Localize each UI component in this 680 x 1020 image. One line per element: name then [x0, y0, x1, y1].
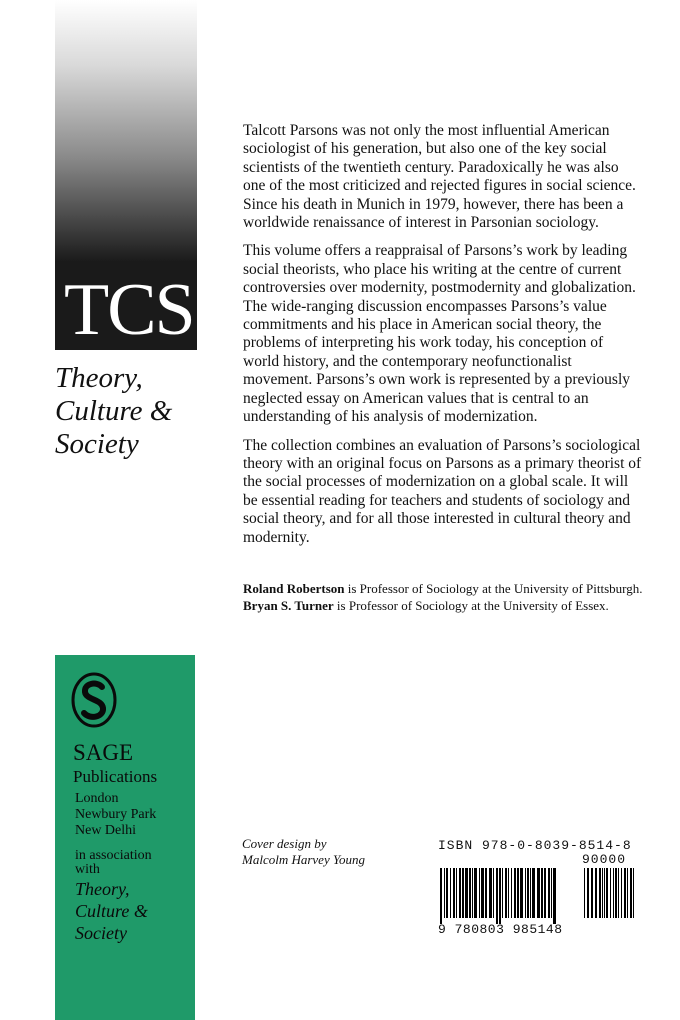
barcode-bar — [604, 868, 605, 918]
barcode-bar — [520, 868, 523, 918]
publisher-place: London — [75, 791, 119, 806]
barcode-bar — [446, 868, 448, 918]
gradient-bar — [55, 0, 197, 262]
author-name: Bryan S. Turner — [243, 598, 334, 613]
series-title-line: Society — [55, 428, 139, 460]
barcode-bar — [485, 868, 487, 918]
barcode-bar — [525, 868, 526, 918]
sage-logo-icon — [71, 672, 117, 728]
series-title — [55, 362, 215, 461]
barcode-bar — [610, 868, 611, 918]
barcode-bar — [532, 868, 535, 918]
isbn-label: ISBN 978-0-8039-8514-8 — [438, 838, 632, 853]
barcode-bar — [627, 868, 628, 918]
barcode-bar — [527, 868, 529, 918]
author-role: is Professor of Sociology at the University of Pittsburgh. — [344, 581, 643, 596]
blurb-paragraph: This volume offers a reappraisal of Parsons’s work by leading social theorists, who place his writing at the centre of current controversies over modernity, postmodernity and globalization. The wide-ranging discussion encompasses Parsons’s value commitments and his place in American social theory, the problems of interpreting his work today, his conception of world history, and the contemporary neofunctionalist movement. Parsons’s own work is represented by a previously neglected essay on American values that is central to an understanding of his analysis of modernization. — [243, 242, 636, 426]
barcode-bar — [474, 868, 477, 918]
barcode-bar — [496, 868, 498, 924]
barcode-bar — [621, 868, 622, 918]
barcode-bar — [440, 868, 442, 924]
barcode-bar — [469, 868, 471, 918]
barcode-bar — [606, 868, 608, 918]
barcode-bar — [615, 868, 617, 918]
barcode-bar — [459, 868, 461, 918]
series-logo-block — [55, 262, 197, 350]
publisher-place: Newbury Park — [75, 807, 157, 822]
barcode-bar — [472, 868, 473, 918]
barcode-bar — [502, 868, 503, 918]
publisher-name: SAGE — [73, 740, 134, 765]
author-bios — [243, 580, 643, 614]
isbn-barcode — [438, 838, 638, 938]
ean-digits: 9 780803 985148 — [438, 922, 563, 937]
credit-line: Cover design by — [242, 836, 327, 851]
barcode-bar — [499, 868, 501, 924]
association-text — [75, 849, 152, 877]
barcode-bar — [530, 868, 531, 918]
series-title-line: Culture & — [55, 395, 173, 427]
barcode-bar — [618, 868, 619, 918]
barcode-bar — [595, 868, 597, 918]
barcode-bar — [508, 868, 509, 918]
barcode-bar — [587, 868, 589, 918]
barcode-bar — [591, 868, 593, 918]
association-series-line: Culture & — [75, 901, 148, 921]
barcode-bar — [453, 868, 455, 918]
cover-design-credit — [242, 836, 365, 868]
barcode-bar — [479, 868, 480, 918]
publisher-panel — [55, 655, 195, 1020]
association-line: in association — [75, 848, 152, 863]
publisher-place: New Delhi — [75, 823, 137, 838]
association-line: with — [75, 862, 100, 877]
barcode-bar — [505, 868, 507, 918]
barcode-bar — [514, 868, 516, 918]
barcode-bar — [537, 868, 540, 918]
association-series-line: Society — [75, 923, 127, 943]
association-series — [75, 878, 148, 944]
author-name: Roland Robertson — [243, 581, 345, 596]
barcode-bar — [481, 868, 484, 918]
barcode-bar — [548, 868, 550, 918]
barcode-bars — [438, 868, 638, 924]
barcode-bar — [444, 868, 445, 918]
barcode-bar — [584, 868, 585, 918]
barcode-bar — [602, 868, 603, 918]
series-title-line: Theory, — [55, 362, 143, 394]
barcode-bar — [630, 868, 632, 918]
blurb-paragraph: The collection combines an evaluation of Parsons’s sociological theory with an original focus on Parsons as a primary theorist of the social processes of modernization on a global scale. It will be essential reading for teachers and students of sociology and social theory, and for all those interested in cultural theory and modernity. — [243, 436, 642, 546]
barcode-bar — [456, 868, 457, 918]
association-series-line: Theory, — [75, 879, 130, 899]
barcode-bar — [613, 868, 614, 918]
series-abbr: TCS — [64, 269, 194, 351]
barcode-bar — [624, 868, 626, 918]
back-cover-blurb — [243, 122, 643, 557]
barcode-bar — [633, 868, 634, 918]
barcode-bar — [493, 868, 494, 918]
barcode-bar — [551, 868, 552, 918]
barcode-bar — [599, 868, 601, 918]
barcode-bar — [462, 868, 464, 918]
barcode-bar — [511, 868, 512, 918]
barcode-bar — [517, 868, 519, 918]
credit-line: Malcolm Harvey Young — [242, 852, 366, 867]
barcode-bar — [553, 868, 556, 924]
price-addon: 90000 — [582, 852, 627, 867]
blurb-paragraph: Talcott Parsons was not only the most influential American sociologist of his generation, but also one of the key social scientists of the twentieth century. Paradoxically he was also one of the most criticized and rejected figures in social science. Since his death in Munich in 1979, however, there has been a worldwide renaissance of interest in Parsonian sociology. — [243, 122, 636, 232]
barcode-bar — [489, 868, 492, 918]
publisher-sub: Publications — [73, 767, 158, 786]
barcode-bar — [465, 868, 468, 918]
barcode-bar — [450, 868, 451, 918]
publisher-places — [75, 791, 156, 839]
author-role: is Professor of Sociology at the University of Essex. — [333, 598, 609, 613]
barcode-bar — [541, 868, 543, 918]
barcode-bar — [544, 868, 546, 918]
